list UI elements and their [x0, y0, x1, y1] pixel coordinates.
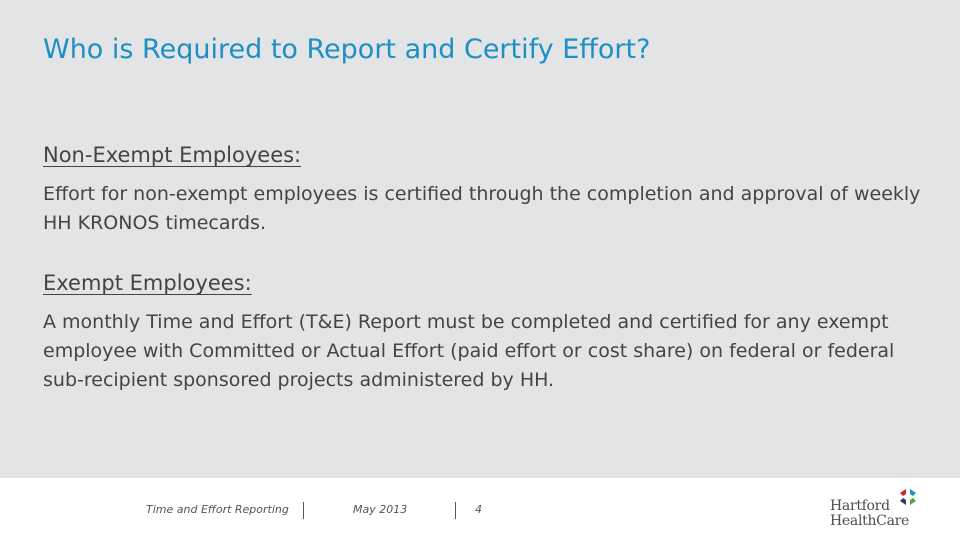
footer-presentation-title: Time and Effort Reporting	[146, 503, 289, 516]
paragraph-non-exempt: Effort for non-exempt employees is certified through the completion and approval of weekly HH KRONOS timecards.	[43, 183, 921, 234]
footer-separator	[303, 502, 304, 519]
paragraph-exempt: A monthly Time and Effort (T&E) Report must be completed and certified for any exempt employee with Committed or Actual Effort (paid effort or cost share) on federal or federal sub-recipient sponsored projects administered by HH.	[43, 311, 895, 391]
slide-footer	[0, 478, 960, 540]
footer-date: May 2013	[353, 503, 408, 516]
logo-text-healthcare: HealthCare	[830, 513, 909, 529]
footer-separator	[455, 502, 456, 519]
footer-page-number: 4	[475, 503, 482, 516]
slide-title: Who is Required to Report and Certify Effort?	[43, 34, 651, 65]
heading-non-exempt: Non-Exempt Employees:	[43, 143, 302, 167]
heading-exempt: Exempt Employees:	[43, 271, 252, 295]
logo-text-hartford: Hartford	[830, 498, 890, 514]
hartford-healthcare-logo	[830, 487, 920, 535]
logo-mark-icon	[898, 487, 918, 507]
